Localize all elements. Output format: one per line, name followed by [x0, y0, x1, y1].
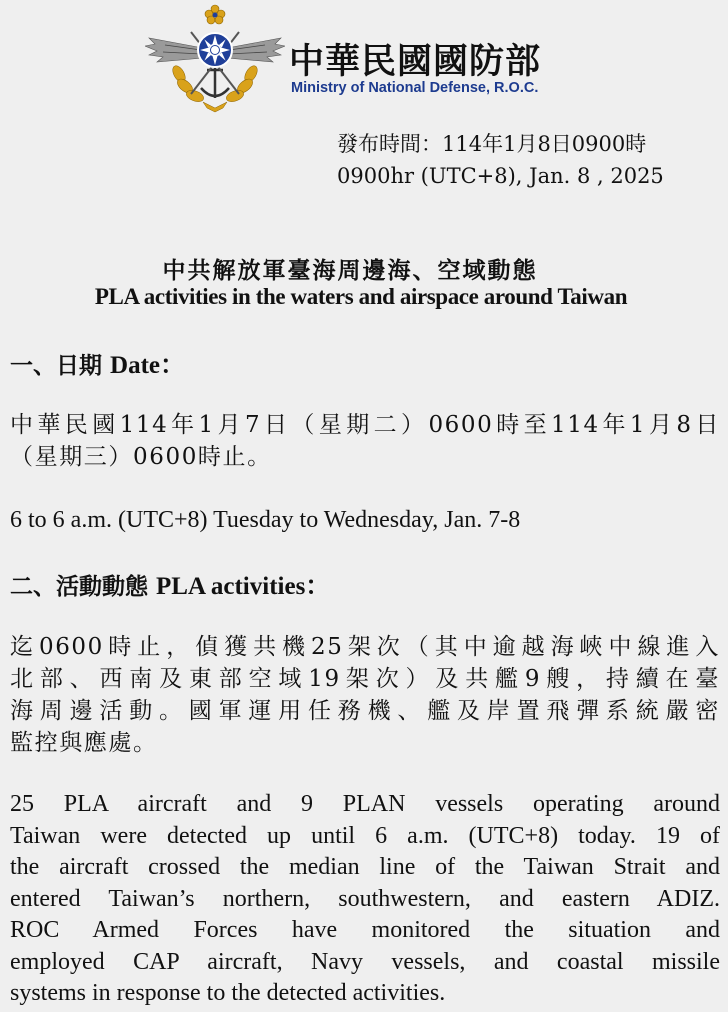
section-activities-heading-en: PLA activities：	[156, 573, 331, 600]
text-line: 迄0600時止，偵獲共機25架次（其中逾越海峽中線進入	[10, 634, 720, 660]
text-line: 中華民國114年1月7日（星期二）0600時至114年1月8日	[10, 412, 720, 438]
release-time-en: 0900hr (UTC+8), Jan. 8 , 2025	[337, 164, 664, 188]
ministry-name-en: Ministry of National Defense, R.O.C.	[291, 80, 539, 96]
section-date-text-en: 6 to 6 a.m. (UTC+8) Tuesday to Wednesday, Jan. 7-8	[10, 507, 521, 533]
ministry-emblem-icon	[145, 4, 285, 114]
release-time	[337, 128, 664, 192]
section-date-heading-en: Date：	[110, 352, 185, 379]
text-line: employed CAP aircraft, Navy vessels, and coastal missile	[10, 948, 720, 975]
ministry-header	[145, 4, 605, 116]
release-time-zh: 發布時間：114年1月8日0900時	[337, 132, 647, 156]
section-activities-text-zh	[10, 631, 720, 759]
ministry-name-zh: 中華民國國防部	[289, 42, 542, 82]
text-line: （星期三）0600時止。	[10, 444, 272, 470]
text-line: 25 PLA aircraft and 9 PLAN vessels operating around	[10, 791, 720, 817]
text-line: Taiwan were detected up until 6 a.m. (UTC+8) today. 19 of	[10, 822, 720, 849]
section-date-heading-zh: 一、日期	[10, 352, 102, 379]
page-title-zh: 中共解放軍臺海周邊海、空域動態	[162, 257, 538, 284]
text-line: systems in response to the detected activities.	[10, 980, 446, 1006]
section-date-heading	[10, 345, 185, 381]
text-line: 北部、西南及東部空域19架次）及共艦9艘，持續在臺	[10, 666, 720, 692]
text-line: 監控與應處。	[10, 730, 158, 756]
section-activities-heading-zh: 二、活動動態	[10, 573, 148, 600]
section-date-text-zh	[10, 409, 720, 473]
section-activities-text-en	[10, 789, 720, 1010]
text-line: 海周邊活動。國軍運用任務機、艦及岸置飛彈系統嚴密	[10, 698, 720, 724]
text-line: ROC Armed Forces have monitored the situation and	[10, 917, 720, 943]
page-title-en: PLA activities in the waters and airspace around Taiwan	[94, 284, 628, 309]
text-line: entered Taiwan’s northern, southwestern, and eastern ADIZ.	[10, 885, 720, 912]
section-activities-heading	[10, 566, 330, 602]
text-line: the aircraft crossed the median line of the Taiwan Strait and	[10, 854, 720, 880]
